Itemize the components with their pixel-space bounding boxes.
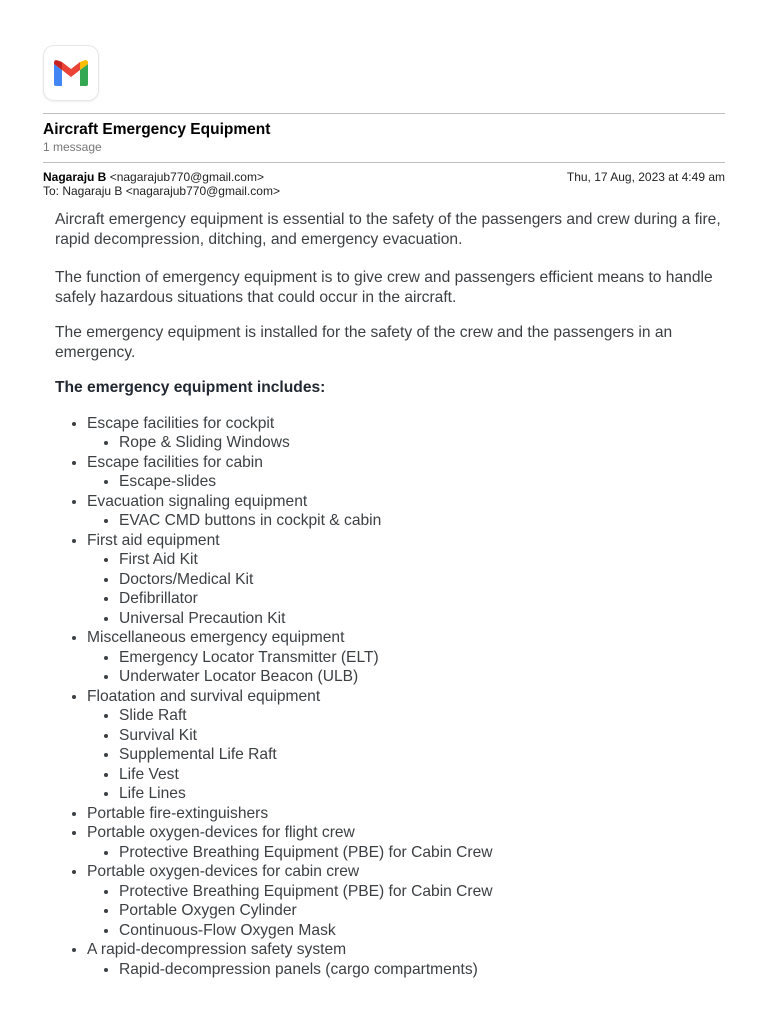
- list-item-label: Floatation and survival equipment: [87, 687, 321, 705]
- sub-list-item: • Protective Breathing Equipment (PBE) for Cabin Crew: [119, 882, 725, 902]
- sub-list: [87, 706, 725, 804]
- list-item: [87, 628, 725, 687]
- email-body: [55, 210, 725, 979]
- header-divider: [43, 113, 725, 114]
- sub-list-item: • Emergency Locator Transmitter (ELT): [119, 648, 725, 668]
- subject-divider: [43, 162, 725, 163]
- list-item-label: Escape facilities for cabin: [87, 453, 263, 471]
- list-item: [87, 414, 725, 453]
- recipient-line: To: Nagaraju B <nagarajub770@gmail.com>: [43, 184, 280, 198]
- sub-list: [87, 648, 725, 687]
- sub-list: [87, 433, 725, 453]
- list-heading: The emergency equipment includes:: [55, 379, 326, 396]
- list-item-label: Portable fire-extinguishers: [87, 804, 269, 822]
- sub-list: [87, 960, 725, 980]
- sub-list-item: • Continuous-Flow Oxygen Mask: [119, 921, 725, 941]
- sub-list-item: • Universal Precaution Kit: [119, 609, 725, 629]
- body-paragraph: The emergency equipment is installed for the safety of the crew and the passengers in an emergency.: [55, 324, 673, 361]
- body-paragraph: Aircraft emergency equipment is essential to the safety of the passengers and crew during a fire, rapid decompression, ditching, and emergency evacuation.: [55, 211, 721, 248]
- sub-list: [87, 882, 725, 941]
- list-item: [87, 862, 725, 940]
- list-item-label: Evacuation signaling equipment: [87, 492, 308, 510]
- list-item-label: Escape facilities for cockpit: [87, 414, 275, 432]
- sub-list-item: • Escape-slides: [119, 472, 725, 492]
- sender-email: <nagarajub770@gmail.com>: [109, 170, 264, 184]
- sub-list-item: • Rapid-decompression panels (cargo compartments): [119, 960, 725, 980]
- list-item-label: Portable oxygen-devices for flight crew: [87, 824, 355, 841]
- sub-list-item: • EVAC CMD buttons in cockpit & cabin: [119, 511, 725, 531]
- sub-list: [87, 550, 725, 628]
- list-item-label: A rapid-decompression safety system: [87, 941, 347, 958]
- list-item: [87, 687, 725, 804]
- sub-list-item: • Protective Breathing Equipment (PBE) for Cabin Crew: [119, 843, 725, 863]
- list-item: [87, 804, 725, 824]
- sub-list-item: • Supplemental Life Raft: [119, 745, 725, 765]
- sub-list-item: • Life Vest: [119, 765, 725, 785]
- sender-name: Nagaraju B: [43, 170, 107, 184]
- sub-list-item: • Survival Kit: [119, 726, 725, 746]
- list-item: [87, 453, 725, 492]
- sub-list-item: • Doctors/Medical Kit: [119, 570, 725, 590]
- gmail-logo-icon: [44, 46, 98, 100]
- list-item-label: Miscellaneous emergency equipment: [87, 629, 345, 646]
- message-count: 1 message: [43, 140, 102, 154]
- list-item: [87, 531, 725, 629]
- equipment-list: [55, 414, 725, 980]
- list-item-label: Portable oxygen-devices for cabin crew: [87, 863, 360, 880]
- sub-list-item: • First Aid Kit: [119, 550, 725, 570]
- sub-list-item: • Underwater Locator Beacon (ULB): [119, 667, 725, 687]
- sub-list-item: • Life Lines: [119, 784, 725, 804]
- sub-list: [87, 511, 725, 531]
- sender-line: [43, 170, 264, 184]
- email-subject: Aircraft Emergency Equipment: [43, 121, 271, 138]
- body-paragraph: The function of emergency equipment is to give crew and passengers efficient means to handle safely hazardous situations that could occur in the aircraft.: [55, 269, 713, 306]
- sub-list-item: • Portable Oxygen Cylinder: [119, 901, 725, 921]
- list-item-label: First aid equipment: [87, 531, 220, 549]
- sub-list-item: • Defibrillator: [119, 589, 725, 609]
- list-item: [87, 940, 725, 979]
- sub-list: [87, 472, 725, 492]
- email-date: Thu, 17 Aug, 2023 at 4:49 am: [566, 170, 725, 184]
- sub-list: [87, 843, 725, 863]
- sub-list-item: • Rope & Sliding Windows: [119, 433, 725, 453]
- list-item: [87, 823, 725, 862]
- list-item: [87, 492, 725, 531]
- sub-list-item: • Slide Raft: [119, 706, 725, 726]
